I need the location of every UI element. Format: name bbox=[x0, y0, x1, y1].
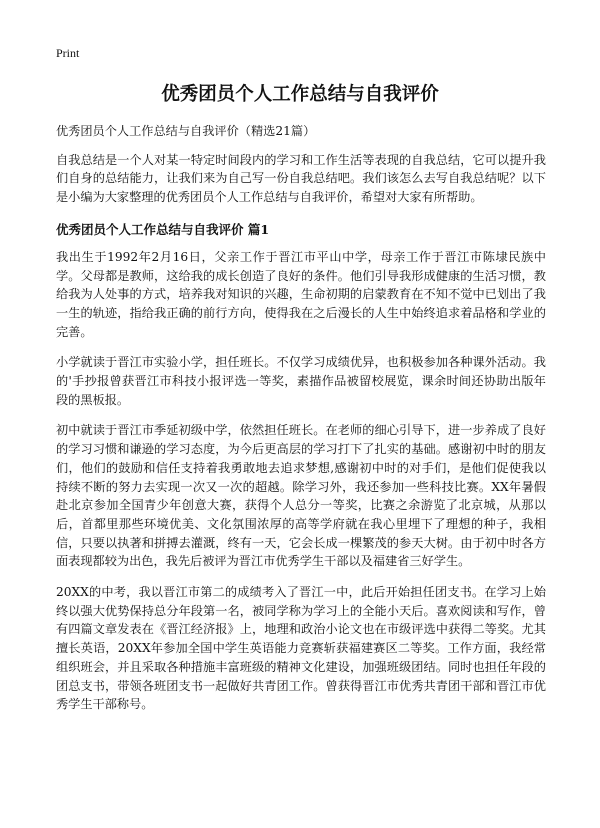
section-heading: 优秀团员个人工作总结与自我评价 篇1 bbox=[56, 221, 270, 237]
intro-paragraph: 自我总结是一个人对某一特定时间段内的学习和工作生活等表现的自我总结，它可以提升我们自身的总结能力，让我们来为自己写一份自我总结吧。我们该怎么去写自我总结呢？以下是小编为大家整理的优秀团员个人工作总结与自我评价，希望对大家有所帮助。 bbox=[56, 152, 546, 205]
body-paragraph-4: 20XX的中考，我以晋江市第二的成绩考入了晋江一中，此后开始担任团支书。在学习上始终以强大优势保持总分年段第一名，被同学称为学习上的全能小天后。喜欢阅读和写作，曾有四篇文章发表在《晋江经济报》上，地理和政治小论文也在市级评选中获得二等奖。尤其擅长英语，20XX年参加全国中学生英语能力竞赛斩获福建赛区二等奖。工作方面，我经常组织班会，并且采取各种措施丰富班级的精神文化建设，加强班级团结。同时也担任年段的团总支书，带领各班团支书一起做好共青团工作。曾获得晋江市优秀共青团干部和晋江市优秀学生干部称号。 bbox=[56, 585, 546, 712]
page-title: 优秀团员个人工作总结与自我评价 bbox=[161, 84, 439, 105]
print-label[interactable]: Print bbox=[56, 46, 80, 60]
body-paragraph-2: 小学就读于晋江市实验小学，担任班长。不仅学习成绩优异，也积极参加各种课外活动。我的'手抄报曾获晋江市科技小报评选一等奖，素描作品被留校展览，课余时间还协助出版年段的黑板报。 bbox=[56, 355, 546, 407]
document-body bbox=[56, 122, 546, 726]
body-paragraph-3: 初中就读于晋江市季延初级中学，依然担任班长。在老师的细心引导下，进一步养成了良好的学习习惯和谦逊的学习态度，为今后更高层的学习打下了扎实的基础。感谢初中时的朋友们，他们的鼓励和信任支持着我勇敢地去追求梦想,感谢初中时的对手们，是他们促使我以持续不断的努力去实现一次又一次的超越。除学习外，我还参加一些科技比赛。XX年暑假赴北京参加全国青少年创意大赛，获得个人总分一等奖，比赛之余游览了北京城，从那以后，首都里那些环境优美、文化氛围浓厚的高等学府就在我心里埋下了理想的种子，我相信，只要以执著和拼搏去灌溉，终有一天，它会长成一棵繁茂的参天大树。由于初中时各方面表现都较为出色，我先后被评为晋江市优秀学生干部以及福建省三好学生。 bbox=[56, 423, 546, 569]
document-subtitle: 优秀团员个人工作总结与自我评价（精选21篇） bbox=[56, 124, 316, 138]
body-paragraph-1: 我出生于1992年2月16日，父亲工作于晋江市平山中学，母亲工作于晋江市陈埭民族中学。父母都是教师，这给我的成长创造了良好的条件。他们引导我形成健康的生活习惯，教给我为人处事的方式，培养我对知识的兴趣，生命初期的启蒙教育在不知不觉中已划出了我一生的轨迹，指给我正确的前行方向，使得我在之后漫长的人生中始终追求着品格和学业的完善。 bbox=[56, 249, 546, 339]
